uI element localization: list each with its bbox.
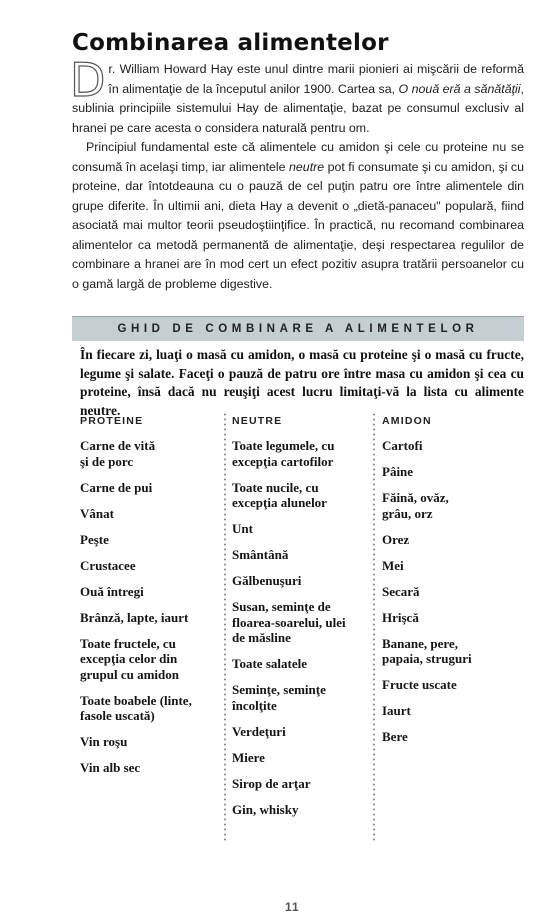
list-item: Sirop de arţar bbox=[232, 775, 311, 791]
list-item: Verdeţuri bbox=[232, 723, 286, 739]
list-item: Smântână bbox=[232, 547, 289, 562]
list-item: Brânză, lapte, iaurt bbox=[80, 609, 189, 625]
list-item: Iaurt bbox=[382, 703, 411, 718]
list-item: Fructe uscate bbox=[382, 677, 457, 692]
list-item: Toate legumele, cu excepţia cartofilor bbox=[232, 438, 335, 469]
list-item: Secară bbox=[382, 583, 420, 599]
food-list-amidon bbox=[382, 438, 512, 745]
list-item: Mei bbox=[382, 557, 404, 573]
column-header-proteine: PROTEINE bbox=[80, 415, 144, 427]
book-title: O nouă eră a sănătăţii bbox=[398, 81, 521, 96]
guide-banner bbox=[72, 316, 524, 341]
intro-paragraph-1: Dr. William Howard Hay este unul dintre marii pionieri ai mişcării de reformă în alimentaţie de la începutul anilor 1900. Cartea sa, O nouă eră a sănătăţii, sublinia principiile sistemului Hay de alimentaţie, bazat pe consumul exclusiv al hranei pe care acesta o considera naturală pentru om. bbox=[70, 53, 524, 135]
list-item: Toate fructele, cu excepţia celor din grupul cu amidon bbox=[80, 635, 179, 682]
list-item: Toate salatele bbox=[232, 656, 307, 671]
guide-banner-title: GHID DE COMBINARE A ALIMENTELOR bbox=[117, 323, 479, 335]
list-item: Banane, pere, papaia, struguri bbox=[382, 635, 472, 666]
dotted-divider bbox=[373, 412, 375, 842]
food-list-neutre bbox=[232, 438, 357, 817]
column-amidon bbox=[382, 414, 512, 755]
list-item: Orez bbox=[382, 531, 410, 547]
list-item: Vânat bbox=[80, 505, 114, 521]
list-item: Vin alb sec bbox=[80, 760, 141, 775]
list-item: Susan, seminţe de floarea-soarelui, ulei de măsline bbox=[232, 599, 346, 645]
list-item: Gălbenuşuri bbox=[232, 573, 302, 588]
list-item: Făină, ovăz, grâu, orz bbox=[382, 490, 449, 521]
column-proteine bbox=[80, 414, 215, 786]
page-number: 11 bbox=[285, 900, 300, 914]
list-item: Pâine bbox=[382, 464, 414, 479]
list-item: Hrişcă bbox=[382, 609, 419, 625]
list-item: Carne de pui bbox=[80, 479, 153, 495]
list-item: Peşte bbox=[80, 531, 109, 547]
daily-advice: În fiecare zi, luaţi o masă cu amidon, o masă cu proteine şi o masă cu fructe, legume şi salate. Faceţi o pauză de patru ore între masa cu amidon şi cea cu proteine, însă dacă nu reuşiţi acest lucru limitaţi-vă la lista cu alimente neutre. bbox=[80, 347, 524, 418]
neutre-emphasis: neutre bbox=[289, 159, 325, 174]
dotted-divider bbox=[224, 412, 226, 842]
list-item: Cartofi bbox=[382, 438, 423, 453]
page-title: Combinarea alimentelor bbox=[72, 30, 389, 56]
list-item: Toate nucile, cu excepţia alunelor bbox=[232, 479, 327, 510]
list-item: Crustacee bbox=[80, 557, 136, 573]
list-item: Ouă întregi bbox=[80, 583, 144, 599]
intro-text bbox=[70, 53, 524, 294]
list-item: Seminţe, seminţe încolţite bbox=[232, 682, 326, 713]
food-list-proteine bbox=[80, 438, 215, 776]
intro-paragraph-2: Principiul fundamental este că alimentele cu amidon şi cele cu proteine nu se consumă în acelaşi timp, iar alimentele neutre pot fi consumate şi cu amidon, şi cu proteine, dar întotdeauna cu o pauză de cel puţin patru ore între alimentele din grupe diferite. În ultimii ani, dieta Hay a devenit o „dietă-panaceu" populară, fiind asociată mai multor teorii pseudoştiinţifice. În practică, nu recomand combinarea alimentelor ca metodă permanentă de alimentaţie, deşi respectarea regulilor de combinare a hranei are în mod cert un efect pozitiv asupra tratării persoanelor cu o gamă largă de probleme digestive. bbox=[72, 140, 524, 291]
column-neutre bbox=[232, 414, 357, 828]
column-header-neutre: NEUTRE bbox=[232, 415, 283, 427]
list-item: Bere bbox=[382, 729, 408, 744]
list-item: Unt bbox=[232, 521, 253, 536]
list-item: Miere bbox=[232, 749, 265, 765]
list-item: Vin roşu bbox=[80, 734, 128, 749]
list-item: Toate boabele (linte, fasole uscată) bbox=[80, 692, 192, 723]
drop-cap: D bbox=[70, 53, 106, 107]
column-header-amidon: AMIDON bbox=[382, 415, 432, 427]
list-item: Gin, whisky bbox=[232, 801, 299, 817]
list-item: Carne de vită şi de porc bbox=[80, 438, 156, 469]
